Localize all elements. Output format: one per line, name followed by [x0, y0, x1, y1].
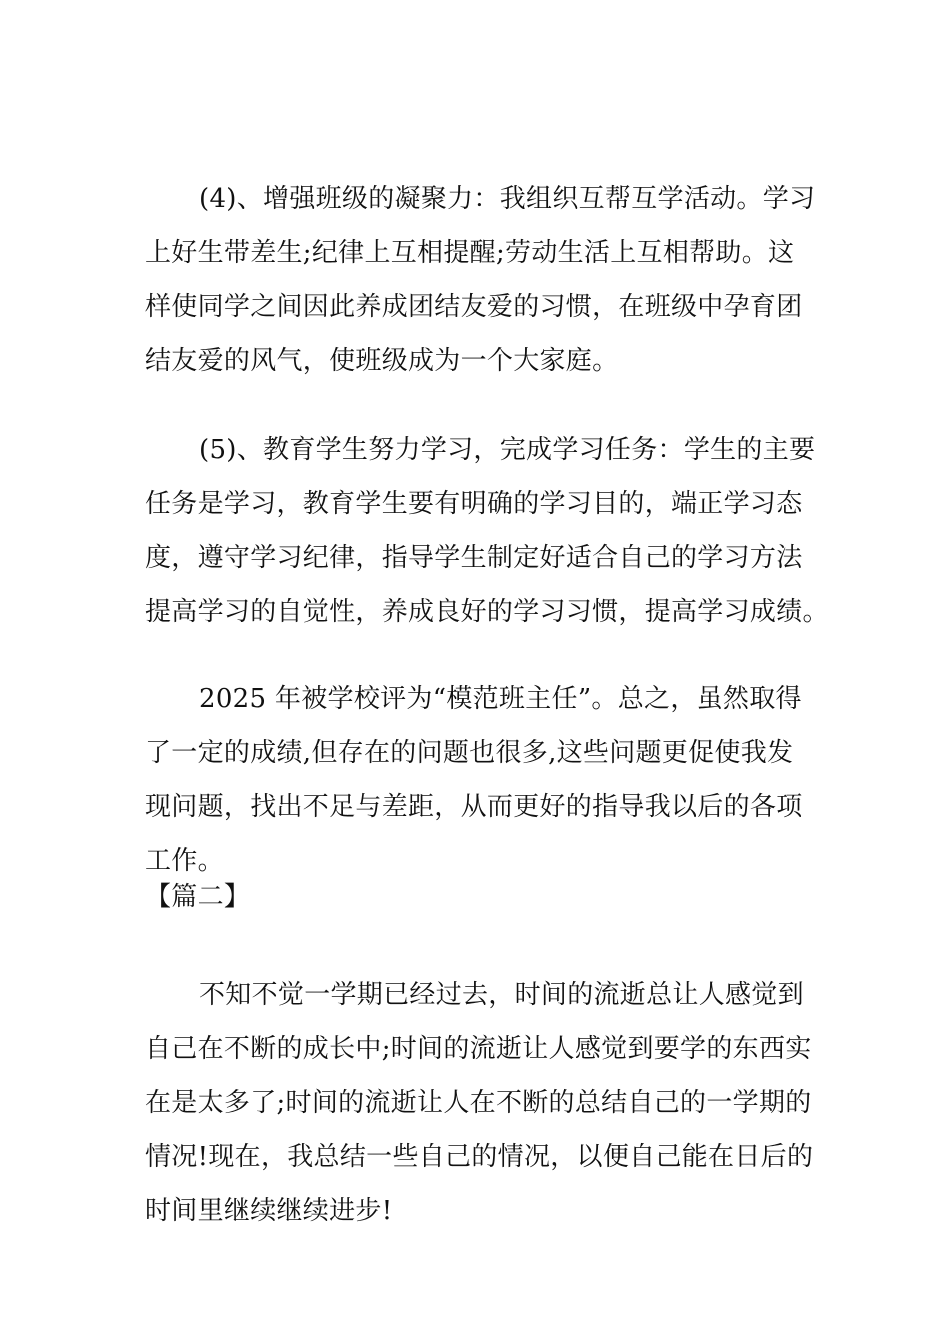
text-line: 在是太多了;时间的流逝让人在不断的总结自己的一学期的 [145, 1088, 812, 1118]
paragraph-class-cohesion [145, 172, 816, 388]
text-line: 时间里继续继续进步! [145, 1196, 393, 1226]
text-line: 工作。 [145, 846, 224, 876]
text-line: 现问题，找出不足与差距，从而更好的指导我以后的各项 [145, 792, 803, 822]
paragraph-semester-intro [145, 968, 814, 1238]
text-line: 了一定的成绩,但存在的问题也很多,这些问题更促使我发 [145, 738, 794, 768]
text-line: 度，遵守学习纪律，指导学生制定好适合自己的学习方法 [145, 543, 803, 573]
paragraph-summary [145, 672, 807, 888]
text-line: 样使同学之间因此养成团结友爱的习惯，在班级中孕育团 [145, 292, 803, 322]
text-line: 2025 年被学校评为“模范班主任”。总之，虽然取得 [199, 684, 802, 714]
text-line: 情况!现在，我总结一些自己的情况，以便自己能在日后的 [145, 1142, 814, 1172]
text-line: 不知不觉一学期已经过去，时间的流逝总让人感觉到 [199, 980, 804, 1010]
text-line: 上好生带差生;纪律上互相提醒;劳动生活上互相帮助。这 [145, 238, 795, 268]
text-line: 任务是学习，教育学生要有明确的学习目的，端正学习态 [145, 489, 803, 519]
text-line: (5)、教育学生努力学习，完成学习任务：学生的主要 [199, 435, 816, 465]
text-line: 自己在不断的成长中;时间的流逝让人感觉到要学的东西实 [145, 1034, 812, 1064]
paragraph-study-education [145, 423, 829, 639]
section-heading-text: 【篇二】 [145, 882, 251, 912]
text-line: (4)、增强班级的凝聚力：我组织互帮互学活动。学习 [199, 184, 816, 214]
text-line: 提高学习的自觉性，养成良好的学习习惯，提高学习成绩。 [145, 597, 829, 627]
section-heading [145, 870, 807, 924]
text-line: 结友爱的风气，使班级成为一个大家庭。 [145, 346, 619, 376]
